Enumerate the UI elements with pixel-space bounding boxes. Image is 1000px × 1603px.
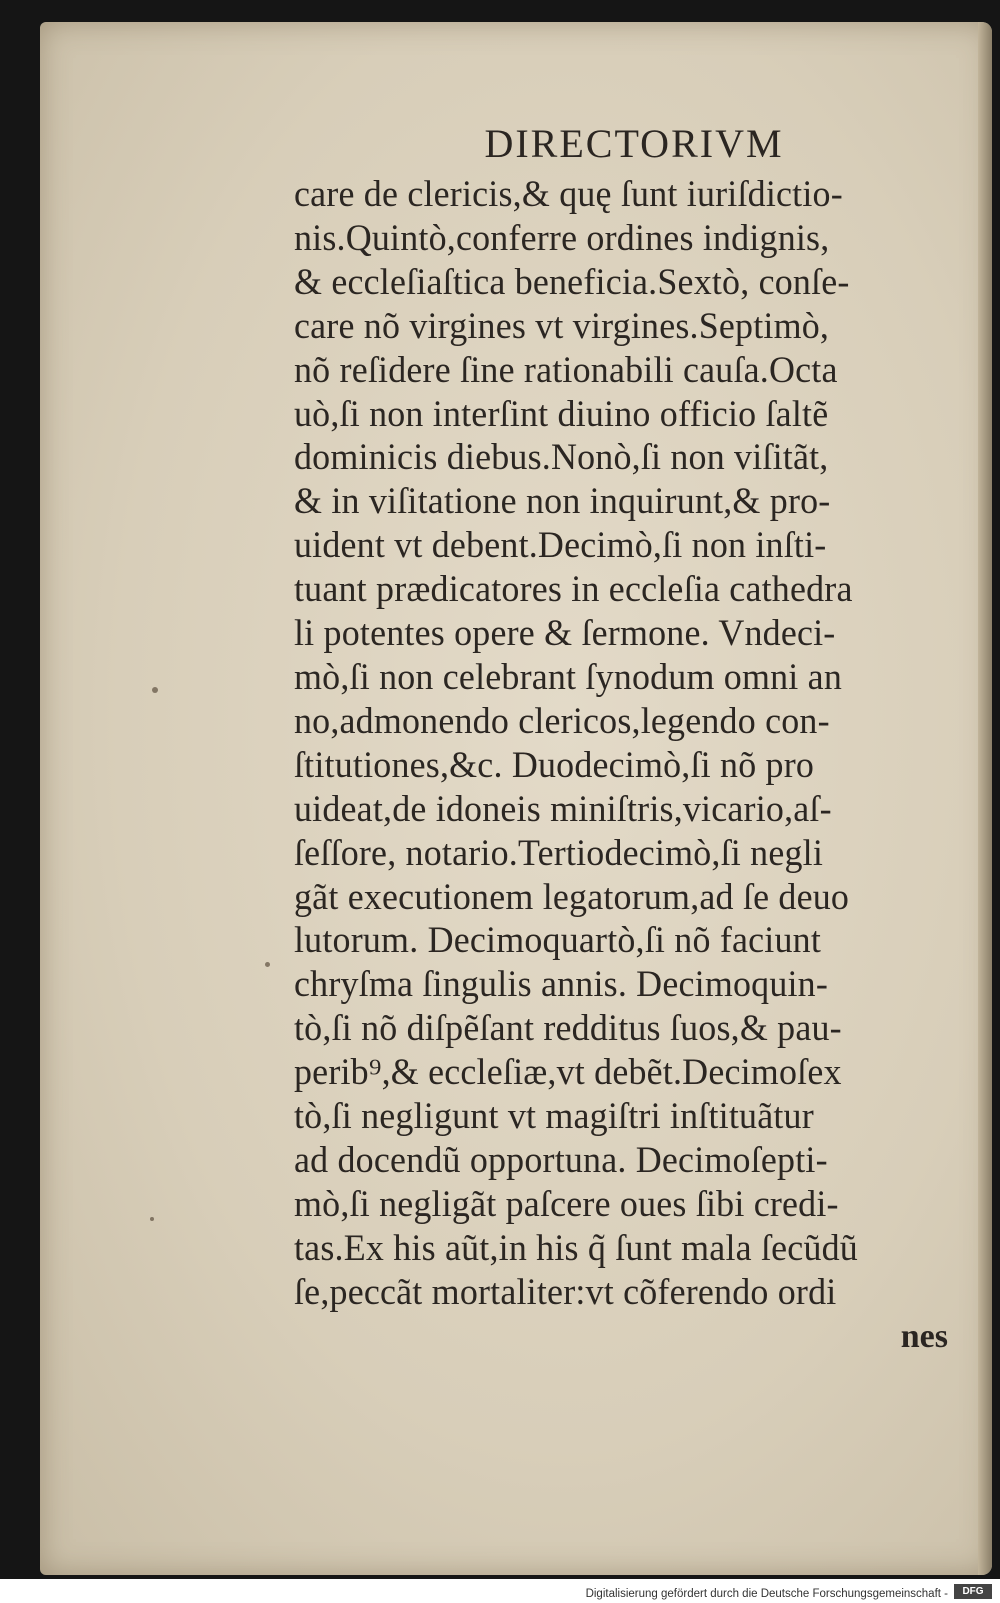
text-line: care nõ virgines vt virgines.Septimò, [294, 304, 830, 346]
text-line: uideat,de idoneis miniſtris,vicario,aſ- [294, 787, 832, 829]
footer-bar [0, 1579, 1000, 1603]
text-line: nõ reſidere ſine rationabili cauſa.Octa [294, 348, 838, 390]
text-line: perib⁹,& eccleſiæ,vt debẽt.Decimoſex [294, 1051, 842, 1093]
text-line: mò,ſi non celebrant ſynodum omni an [294, 655, 843, 697]
page-edge [978, 22, 992, 1575]
dfg-logo-icon: DFG [954, 1584, 992, 1599]
text-line: tò,ſi negligunt vt magiſtri inſtituãtur [294, 1095, 814, 1137]
text-line: dominicis diebus.Nonò,ſi non viſitãt, [294, 436, 829, 478]
text-line: gãt executionem legatorum,ad ſe deuo [294, 875, 850, 917]
text-line: li potentes opere & ſermone. Vndeci- [294, 612, 836, 654]
text-line: tò,ſi nõ diſpẽſant redditus ſuos,& pau- [294, 1007, 842, 1049]
text-line: ad docendũ opportuna. Decimoſepti- [294, 1138, 828, 1180]
paper-speck [265, 962, 270, 967]
paper-speck [150, 1217, 154, 1221]
text-line: ſtitutiones,&c. Duodecimò,ſi nõ pro [294, 743, 815, 785]
running-head: DIRECTORIVM [484, 121, 784, 166]
text-line: ſeſſore, notario.Tertiodecimò,ſi negli [294, 831, 824, 873]
text-line: ſe,peccãt mortaliter:vt cõferendo ordi [294, 1270, 837, 1312]
text-line: care de clericis,& quę ſunt iuriſdictio- [294, 173, 843, 214]
text-line: lutorum. Decimoquartò,ſi nõ faciunt [294, 919, 822, 961]
text-line: nis.Quintò,conferre ordines indignis, [294, 216, 830, 258]
text-line: uident vt debent.Decimò,ſi non inſti- [294, 524, 827, 566]
text-line: no,admonendo clericos,legendo con- [294, 699, 830, 741]
text-line: & eccleſiaſtica beneficia.Sextò, conſe- [294, 260, 850, 302]
book-page [40, 22, 992, 1575]
text-line: & in viſitatione non inquirunt,& pro- [294, 480, 831, 522]
catchword: nes [900, 1317, 948, 1355]
text-line: tas.Ex his aũt,in his q̃ ſunt mala ſecũdũ [294, 1226, 858, 1268]
text-line: uò,ſi non interſint diuino officio ſaltẽ [294, 392, 829, 434]
text-lines [294, 172, 954, 1314]
text-line: chryſma ſingulis annis. Decimoquin- [294, 963, 829, 1005]
paper-speck [152, 687, 158, 693]
text-block [294, 122, 954, 1356]
text-line: tuant prædicatores in eccleſia cathedra [294, 568, 853, 610]
footer-credit: Digitalisierung gefördert durch die Deutsche Forschungsgemeinschaft - [585, 1588, 948, 1600]
text-line: mò,ſi negligãt paſcere oues ſibi credi- [294, 1182, 839, 1224]
